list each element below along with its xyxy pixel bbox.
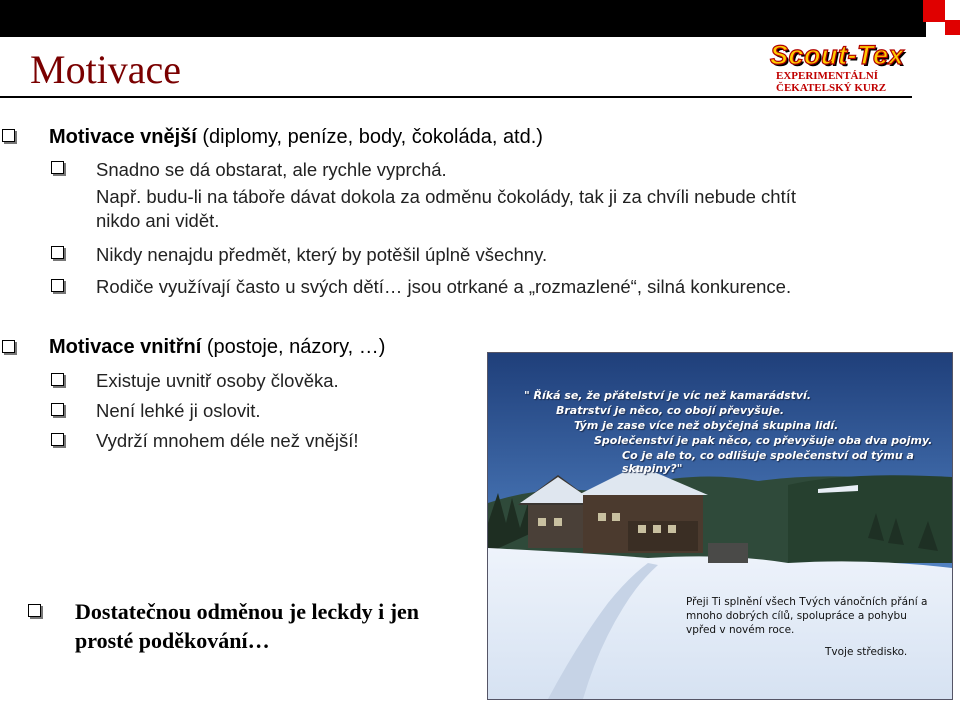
section1-item: nikdo ani vidět.: [96, 210, 220, 231]
checkbox-bullet-icon: [2, 340, 15, 353]
checkbox-bullet-icon: [51, 246, 64, 259]
closing-line1: Dostatečnou odměnou je leckdy i jen: [75, 599, 420, 624]
winter-chalet-photo: [487, 352, 953, 700]
section2-item: Existuje uvnitř osoby člověka.: [96, 370, 339, 391]
checkbox-bullet-icon: [2, 129, 15, 142]
quote-line: Tým je zase více než obyčejná skupina lidí.: [574, 419, 839, 432]
wish-line: Přeji Ti splnění všech Tvých vánočních přání a: [686, 596, 928, 608]
scout-tex-logo: [770, 40, 960, 100]
logo-line1: EXPERIMENTÁLNÍ: [776, 70, 879, 82]
logo-line2: ČEKATELSKÝ KURZ: [776, 82, 887, 94]
slide-title: Motivace: [30, 47, 182, 92]
checkbox-bullet-icon: [28, 604, 41, 617]
logo-name: Scout-Tex: [770, 40, 905, 70]
checkbox-bullet-icon: [51, 373, 64, 386]
wish-signature: Tvoje středisko.: [825, 646, 908, 658]
checkbox-bullet-icon: [51, 279, 64, 292]
closing-line2: prosté poděkování…: [75, 628, 270, 653]
section1-item: Rodiče využívají často u svých dětí… jsou otrkané a „rozmazlené“, silná konkurence.: [96, 276, 792, 297]
quote-line: Bratrství je něco, co obojí převyšuje.: [556, 404, 785, 417]
section1-item: Nikdy nenajdu předmět, který by potěšil úplně všechny.: [96, 244, 548, 265]
checkbox-bullet-icon: [51, 403, 64, 416]
section1-item: Snadno se dá obstarat, ale rychle vyprchá.: [96, 159, 447, 180]
section2-bold: Motivace vnitřní: [49, 336, 202, 358]
wish-line: vpřed v novém roce.: [686, 624, 795, 636]
quote-line: Společenství je pak něco, co převyšuje oba dva pojmy.: [594, 434, 933, 447]
section2-rest: (postoje, názory, …): [201, 336, 386, 358]
corner-red-squares: [926, 0, 960, 37]
wish-line: mnoho dobrých cílů, spolupráce a pohybu: [686, 610, 907, 622]
quote-line: Co je ale to, co odlišuje společenství od týmu a skupiny?": [622, 449, 914, 475]
section1-item: Např. budu-li na táboře dávat dokola za odměnu čokolády, tak ji za chvíli nebude chtít: [96, 186, 796, 207]
wish-text: [686, 595, 927, 637]
checkbox-bullet-icon: [51, 161, 64, 174]
section1-bold: Motivace vnější: [49, 126, 197, 148]
quote-line: " Říká se, že přátelství je víc než kamarádství.: [524, 389, 812, 402]
top-black-bar: [0, 0, 926, 37]
checkbox-bullet-icon: [51, 433, 64, 446]
section1-heading: [49, 124, 543, 151]
section1-rest: (diplomy, peníze, body, čokoláda, atd.): [196, 126, 543, 148]
section2-item: Vydrží mnohem déle než vnější!: [96, 430, 359, 451]
section2-heading: [49, 334, 385, 361]
closing-statement: [75, 597, 475, 655]
section2-item: Není lehké ji oslovit.: [96, 400, 261, 421]
